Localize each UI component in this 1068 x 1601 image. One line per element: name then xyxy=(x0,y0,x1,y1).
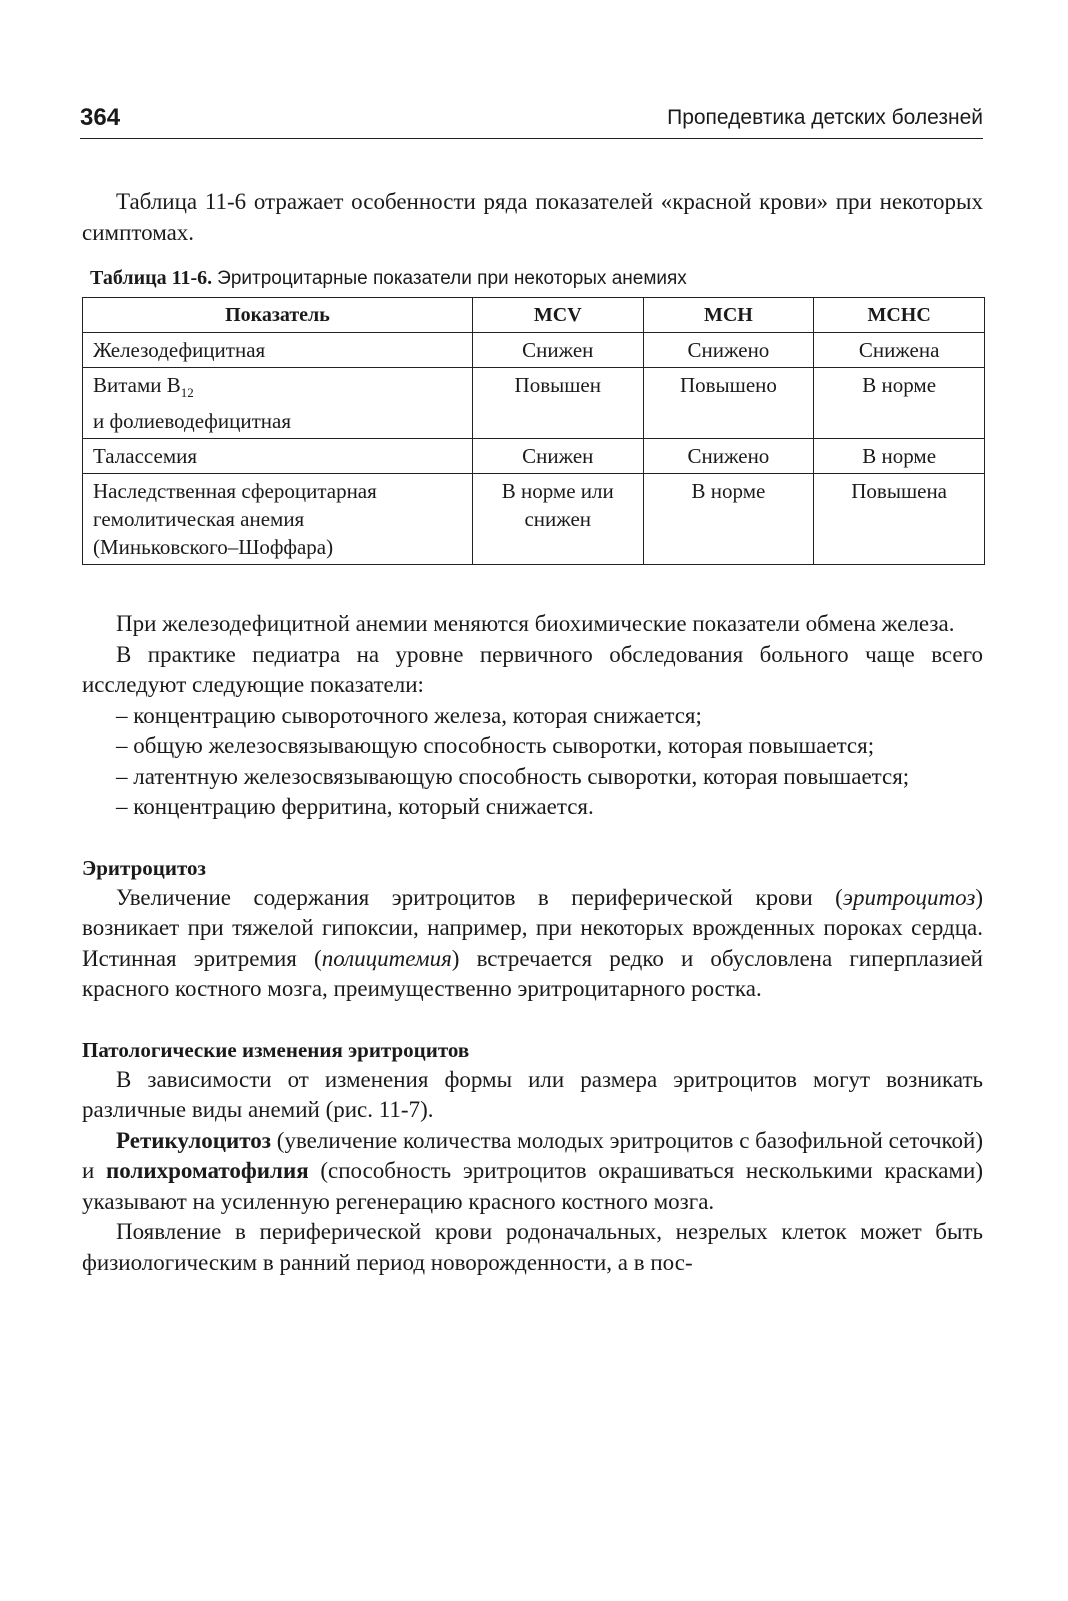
list-item: – концентрацию ферритина, который снижается. xyxy=(82,792,983,823)
table-caption-text: Эритроцитарные показатели при некоторых анемиях xyxy=(217,268,687,289)
section-heading-pathological-changes: Патологические изменения эритроцитов xyxy=(82,1037,470,1062)
italic-term: эритроцитоз xyxy=(842,884,976,910)
cell-mch: Повышено xyxy=(643,368,814,439)
text-run: ) встречается редко и обусловлена гиперплазией красного костного мозга, преимущественно эритроцитарного ростка. xyxy=(82,945,983,1002)
cell-mch: Снижено xyxy=(643,439,814,474)
cell-mcv-line: В норме или xyxy=(501,479,614,504)
cell-mcv: Снижен xyxy=(472,439,643,474)
cell-name-line: и фолиеводефицитная xyxy=(93,409,292,434)
section-heading-erythrocytosis: Эритроцитоз xyxy=(82,855,206,880)
list-item: – концентрацию сывороточного железа, которая снижается; xyxy=(82,701,983,732)
paragraph-pediatric-practice: В практике педиатра на уровне первичного обследования больного чаще всего исследуют следующие показатели: xyxy=(82,641,983,698)
table-caption xyxy=(90,266,983,291)
list-item: – общую железосвязывающую способность сыворотки, которая повышается; xyxy=(82,731,983,762)
text-run: Увеличение содержания эритроцитов в периферической крови ( xyxy=(116,884,843,910)
cell-mcv-line: снижен xyxy=(524,507,592,532)
paragraph-anemia-types: В зависимости от изменения формы или размера эритроцитов могут возникать различные виды анемий (рис. 11-7). xyxy=(82,1066,983,1123)
running-head xyxy=(80,100,983,139)
intro-paragraph: Таблица 11-6 отражает особенности ряда показателей «красной крови» при некоторых симптомах. xyxy=(82,189,983,245)
cell-name-line: гемолитическая анемия xyxy=(93,507,305,532)
indicator-list xyxy=(82,701,983,823)
cell-name-line: Наследственная сфероцитарная xyxy=(93,479,377,504)
header-mcv: MCV xyxy=(472,298,643,333)
header-indicator: Показатель xyxy=(83,298,473,333)
cell-mcv xyxy=(472,474,643,565)
cell-mch: В норме xyxy=(643,474,814,565)
table-row xyxy=(83,439,985,474)
cell-name xyxy=(83,474,473,565)
cell-name-subscript: 12 xyxy=(180,385,194,401)
anemia-table xyxy=(82,297,985,565)
cell-name: Талассемия xyxy=(83,439,473,474)
cell-mchc: Повышена xyxy=(814,474,985,565)
cell-mchc: В норме xyxy=(814,439,985,474)
table-row xyxy=(83,368,985,439)
cell-name-line: Витами B xyxy=(93,373,181,397)
header-mch: MCH xyxy=(643,298,814,333)
text-run: (увеличение количества молодых эритроцитов с базофильной сеточкой) и xyxy=(82,1127,983,1184)
book-title: Пропедевтика детских болезней xyxy=(667,106,983,129)
paragraph-iron-metabolism: При железодефицитной анемии меняются биохимические показатели обмена железа. xyxy=(116,611,955,637)
paragraph-erythrocytosis xyxy=(82,883,983,1005)
cell-name xyxy=(83,368,473,439)
table-header-row xyxy=(83,298,985,333)
italic-term: полицитемия xyxy=(321,945,452,971)
text-run: (способность эритроцитов окрашиваться несколькими красками) указывают на усиленную регенерацию красного костного мозга. xyxy=(82,1158,984,1214)
table-row xyxy=(83,474,985,565)
cell-mcv: Повышен xyxy=(472,368,643,439)
page-content xyxy=(82,187,983,1278)
text-run: ) возникает при тяжелой гипоксии, например, при некоторых врожденных пороках сердца. Истинная эритремия ( xyxy=(82,884,983,971)
bold-term: Ретикулоцитоз xyxy=(116,1127,272,1153)
page-number: 364 xyxy=(80,104,121,131)
header-mchc: MCHC xyxy=(814,298,985,333)
cell-mchc: Снижена xyxy=(814,333,985,368)
cell-name-line: (Миньковского–Шоффара) xyxy=(93,535,334,560)
cell-mcv: Снижен xyxy=(472,333,643,368)
table-caption-label: Таблица 11-6. xyxy=(90,267,213,289)
cell-mchc: В норме xyxy=(814,368,985,439)
bold-term: полихроматофилия xyxy=(106,1158,309,1184)
list-item: – латентную железосвязывающую способность сыворотки, которая повышается; xyxy=(82,762,983,793)
table-row xyxy=(83,333,985,368)
paragraph-immature-cells: Появление в периферической крови родоначальных, незрелых клеток может быть физиологическим в ранний период новорожденности, а в пос- xyxy=(82,1219,983,1275)
cell-mch: Снижено xyxy=(643,333,814,368)
paragraph-reticulocytosis xyxy=(82,1126,983,1218)
cell-name: Железодефицитная xyxy=(83,333,473,368)
